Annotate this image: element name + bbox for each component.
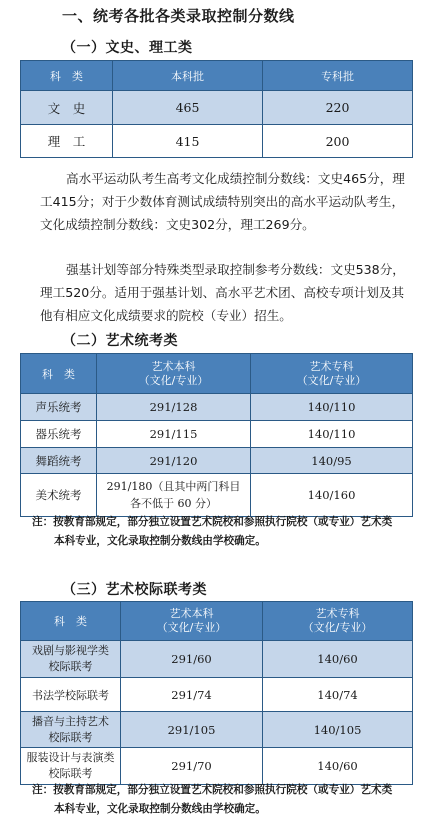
row-value-junior: 140/110 [251, 394, 413, 421]
header-line: （文化/专业） [296, 373, 367, 387]
cell-line: 服装设计与表演类 [26, 751, 115, 764]
row-value-junior: 220 [263, 91, 413, 125]
cell-line: 校际联考 [48, 730, 93, 744]
header-line: （文化/专业） [156, 621, 227, 634]
row-value-undergrad: 415 [113, 125, 263, 158]
row-value-undergrad: 291/60 [121, 641, 263, 678]
table-row [21, 394, 413, 421]
header-junior: 专科批 [263, 61, 413, 91]
table-row [21, 91, 413, 125]
row-value-undergrad: 291/105 [121, 712, 263, 748]
row-value-undergrad: 291/120 [97, 448, 251, 474]
row-value-junior: 140/160 [251, 474, 413, 517]
table-row [21, 421, 413, 448]
header-line: 艺术本科 [151, 359, 196, 373]
row-value-junior: 140/60 [263, 641, 413, 678]
row-value-undergrad: 465 [113, 91, 263, 125]
table-row [21, 641, 413, 678]
row-label [21, 748, 121, 785]
note-line: 注：按教育部规定，部分独立设置艺术院校和参照执行院校（或专业）艺术类 [32, 784, 393, 796]
table-art-unified [20, 353, 413, 517]
row-label: 声乐统考 [21, 394, 97, 421]
header-category: 科 类 [21, 602, 121, 641]
cell-line: 291/180（且其中两门科目 [106, 480, 241, 493]
header-undergrad: 本科批 [113, 61, 263, 91]
row-label: 书法学校际联考 [21, 678, 121, 712]
row-label: 美术统考 [21, 474, 97, 517]
note-line: 本科专业，文化录取控制分数线由学校确定。 [54, 803, 266, 815]
note-line: 本科专业，文化录取控制分数线由学校确定。 [54, 535, 266, 547]
row-label: 理 工 [21, 125, 113, 158]
section3-heading: （三）艺术校际联考类 [62, 582, 207, 598]
header-line: 艺术本科 [169, 607, 214, 620]
table-art-joint [20, 601, 413, 785]
header-category: 科 类 [21, 61, 113, 91]
header-art-undergrad [97, 354, 251, 394]
header-line: （文化/专业） [302, 621, 373, 634]
note-line: 注：按教育部规定，部分独立设置艺术院校和参照执行院校（或专业）艺术类 [32, 516, 393, 528]
section2-heading: （二）艺术统考类 [62, 333, 178, 349]
cell-line: 校际联考 [48, 767, 93, 780]
table-row [21, 712, 413, 748]
page-title: 一、统考各批各类录取控制分数线 [62, 7, 295, 25]
row-value-junior: 200 [263, 125, 413, 158]
paragraph-sports-team: 高水平运动队考生高考文化成绩控制分数线：文史465分，理工415分；对于少数体育测试成绩特别突出的高水平运动队考生，文化成绩控制分数线：文史302分，理工269分。 [40, 171, 405, 232]
row-label [21, 641, 121, 678]
section2-note [32, 513, 412, 551]
header-line: （文化/专业） [138, 373, 209, 387]
row-label: 舞蹈统考 [21, 448, 97, 474]
row-value-junior: 140/74 [263, 678, 413, 712]
row-value-undergrad [97, 474, 251, 517]
paragraph-strong-base: 强基计划等部分特殊类型录取控制参考分数线：文史538分，理工520分。适用于强基计划、高水平艺术团、高校专项计划及其他有相应文化成绩要求的院校（专业）招生。 [40, 262, 405, 323]
table-row [21, 448, 413, 474]
row-label [21, 712, 121, 748]
row-value-junior: 140/60 [263, 748, 413, 785]
header-category: 科 类 [21, 354, 97, 394]
row-label: 器乐统考 [21, 421, 97, 448]
cell-line: 播音与主持艺术 [32, 714, 109, 728]
header-art-junior [263, 602, 413, 641]
table-row [21, 748, 413, 785]
cell-line: 各不低于 60 分） [130, 497, 217, 510]
table-row [21, 125, 413, 158]
table-row [21, 678, 413, 712]
table-wenshi-ligong [20, 60, 413, 158]
row-value-undergrad: 291/70 [121, 748, 263, 785]
header-art-undergrad [121, 602, 263, 641]
cell-line: 校际联考 [48, 660, 93, 673]
section3-note [32, 781, 412, 819]
row-label: 文 史 [21, 91, 113, 125]
row-value-undergrad: 291/115 [97, 421, 251, 448]
table-row [21, 474, 413, 517]
header-line: 艺术专科 [315, 607, 360, 620]
row-value-junior: 140/110 [251, 421, 413, 448]
header-art-junior [251, 354, 413, 394]
row-value-junior: 140/105 [263, 712, 413, 748]
section1-heading: （一）文史、理工类 [62, 40, 193, 56]
header-line: 艺术专科 [309, 359, 354, 373]
row-value-undergrad: 291/128 [97, 394, 251, 421]
cell-line: 戏剧与影视学类 [32, 644, 109, 657]
row-value-undergrad: 291/74 [121, 678, 263, 712]
row-value-junior: 140/95 [251, 448, 413, 474]
